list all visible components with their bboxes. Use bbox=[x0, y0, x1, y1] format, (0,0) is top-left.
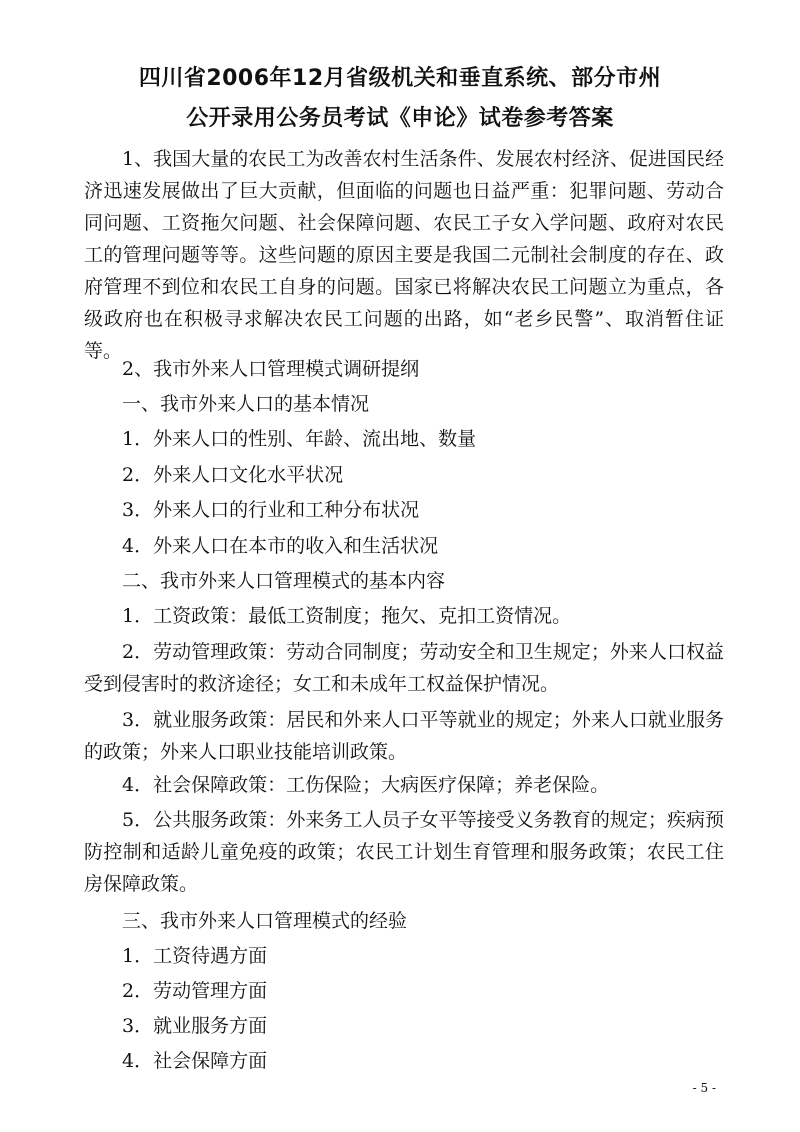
section3-item: 4．社会保障方面 bbox=[122, 1050, 268, 1072]
section3-item: 2．劳动管理方面 bbox=[122, 980, 268, 1002]
answer1-paragraph: 1、我国大量的农民工为改善农村生活条件、发展农村经济、促进国民经济迅速发展做出了巨大贡献，但面临的问题也日益严重：犯罪问题、劳动合同问题、工资拖欠问题、社会保障问题、农民工子女入学问题、政府对农民工的管理问题等等。这些问题的原因主要是我国二元制社会制度的存在、政府管理不到位和农民工自身的问题。国家已将解决农民工问题立为重点，各级政府也在积极寻求解决农民工问题的出路，如“老乡民警”、取消暂住证等。 bbox=[84, 148, 724, 362]
section1-item: 3．外来人口的行业和工种分布状况 bbox=[122, 499, 420, 521]
section3-item: 3．就业服务方面 bbox=[122, 1015, 268, 1037]
document-title-line1: 四川省2006年12月省级机关和垂直系统、部分市州 bbox=[138, 66, 662, 91]
section1-item: 2．外来人口文化水平状况 bbox=[122, 464, 344, 486]
section3-item: 1．工资待遇方面 bbox=[122, 945, 268, 967]
section1-item: 1．外来人口的性别、年龄、流出地、数量 bbox=[122, 428, 477, 450]
section1-heading: 一、我市外来人口的基本情况 bbox=[122, 393, 370, 415]
section2-item: 2．劳动管理政策：劳动合同制度；劳动安全和卫生规定；外来人口权益受到侵害时的救济途径；女工和未成年工权益保护情况。 bbox=[84, 641, 724, 695]
section2-heading: 二、我市外来人口管理模式的基本内容 bbox=[122, 570, 446, 592]
document-title-line2: 公开录用公务员考试《申论》试卷参考答案 bbox=[186, 106, 614, 131]
section2-item: 3．就业服务政策：居民和外来人口平等就业的规定；外来人口就业服务的政策；外来人口职业技能培训政策。 bbox=[84, 709, 724, 763]
section2-item: 5．公共服务政策：外来务工人员子女平等接受义务教育的规定；疾病预防控制和适龄儿童免疫的政策；农民工计划生育管理和服务政策；农民工住房保障政策。 bbox=[84, 809, 724, 895]
section2-item: 4．社会保障政策：工伤保险；大病医疗保障；养老保险。 bbox=[122, 774, 610, 796]
section1-item: 4．外来人口在本市的收入和生活状况 bbox=[122, 535, 439, 557]
answer2-heading: 2、我市外来人口管理模式调研提纲 bbox=[122, 358, 420, 380]
section3-heading: 三、我市外来人口管理模式的经验 bbox=[122, 910, 408, 932]
section2-item: 1．工资政策：最低工资制度；拖欠、克扣工资情况。 bbox=[122, 605, 572, 627]
page-number: - 5 - bbox=[692, 1081, 716, 1095]
